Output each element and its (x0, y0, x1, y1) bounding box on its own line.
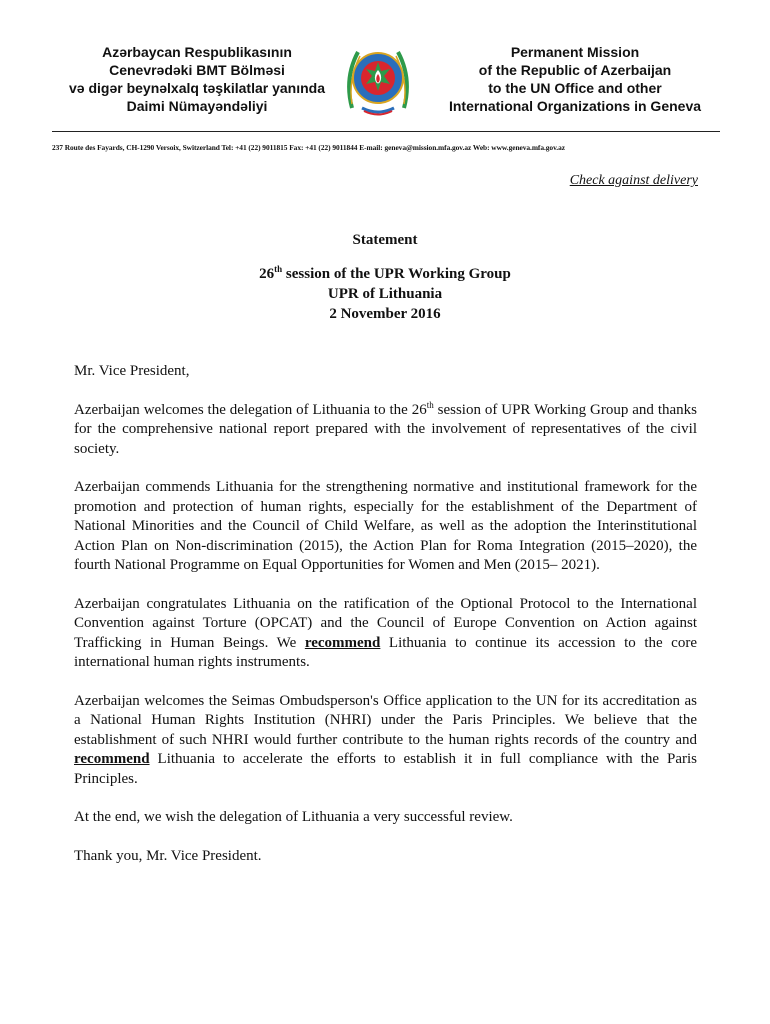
paragraph-wishes: At the end, we wish the delegation of Lithuania a very successful review. (74, 809, 513, 825)
statement-title: Statement (352, 232, 418, 248)
paragraph-congratulates (74, 595, 697, 673)
session-rest: session of the UPR Working Group (282, 266, 511, 282)
contact-line: 237 Route des Fayards, CH-1290 Versoix, Switzerland Tel: +41 (22) 9011815 Fax: +41 (22) 9011844 E-mail: geneva@mission.mfa.gov.az Web: www.geneva.mfa.gov.az (52, 143, 565, 152)
letterhead-right-line: International Organizations in Geneva (448, 98, 702, 114)
p3-text-a: Azerbaijan congratulates Lithuania on the ratification of the Optional Protocol to the International Convention against Torture (OPCAT) and the Council of Europe Convention on Action against Trafficking in Human Beings. We (74, 595, 697, 651)
paragraph-welcome (74, 401, 697, 460)
letterhead-left-azerbaijani (52, 43, 342, 115)
paragraph-ombudsperson (74, 692, 697, 790)
recommend-emphasis: recommend (304, 634, 381, 651)
letterhead (52, 43, 720, 115)
p1-text-a: Azerbaijan welcomes the delegation of Lithuania to the 26 (74, 401, 427, 418)
letterhead-left-line: Cenevrədəki BMT Bölməsi (109, 62, 285, 78)
letterhead-left-line: Azərbaycan Respublikasının (102, 44, 292, 60)
p4-text-b: Lithuania to accelerate the efforts to establish it in full compliance with the Paris Principles. (74, 751, 697, 787)
recommend-emphasis: recommend (74, 751, 150, 767)
session-suffix: th (274, 264, 283, 274)
closing: Thank you, Mr. Vice President. (74, 847, 262, 864)
p3-text-b: Lithuania to continue its accession to the core international human rights instruments. (74, 634, 697, 670)
letterhead-divider (52, 131, 720, 132)
statement-body (74, 362, 697, 885)
letterhead-left-line: və digər beynəlxalq təşkilatlar yanında (69, 80, 325, 96)
statement-date: 2 November 2016 (329, 306, 441, 322)
azerbaijan-coat-of-arms-icon (342, 38, 414, 120)
p4-text-a: Azerbaijan welcomes the Seimas Ombudsperson's Office application to the UN for its accreditation as a National Human Rights Institution (NHRI) under the Paris Principles. We believe that the establishment of such NHRI would further contribute to the human rights records of the country and (74, 692, 697, 748)
salutation: Mr. Vice President, (74, 363, 190, 379)
letterhead-right-line: Permanent Mission (510, 44, 640, 60)
check-against-delivery: Check against delivery (569, 173, 698, 188)
letterhead-right-line: of the Republic of Azerbaijan (478, 62, 672, 78)
p1-sup: th (426, 399, 434, 410)
paragraph-commends: Azerbaijan commends Lithuania for the strengthening normative and institutional framework for the promotion and protection of human rights, especially for the establishment of the Department of National Minorities and the Council of Child Welfare, as well as the adoption the Interinstitutional Action Plan on Non-discrimination (2015), the Action Plan for Roma Integration (2015–2020), the fourth National Programme on Equal Opportunities for Women and Men (2015– 2021). (74, 479, 697, 573)
statement-heading (0, 230, 770, 324)
statement-subject: UPR of Lithuania (327, 286, 443, 302)
p1-text-b: session of UPR Working Group and thanks for the comprehensive national report prepared with the involvement of representatives of the civil society. (74, 401, 697, 457)
letterhead-left-line: Daimi Nümayəndəliyi (126, 98, 268, 114)
letterhead-right-line: to the UN Office and other (488, 80, 662, 96)
letterhead-right-english (430, 43, 720, 115)
session-number: 26 (259, 266, 275, 282)
session-line (0, 264, 770, 284)
